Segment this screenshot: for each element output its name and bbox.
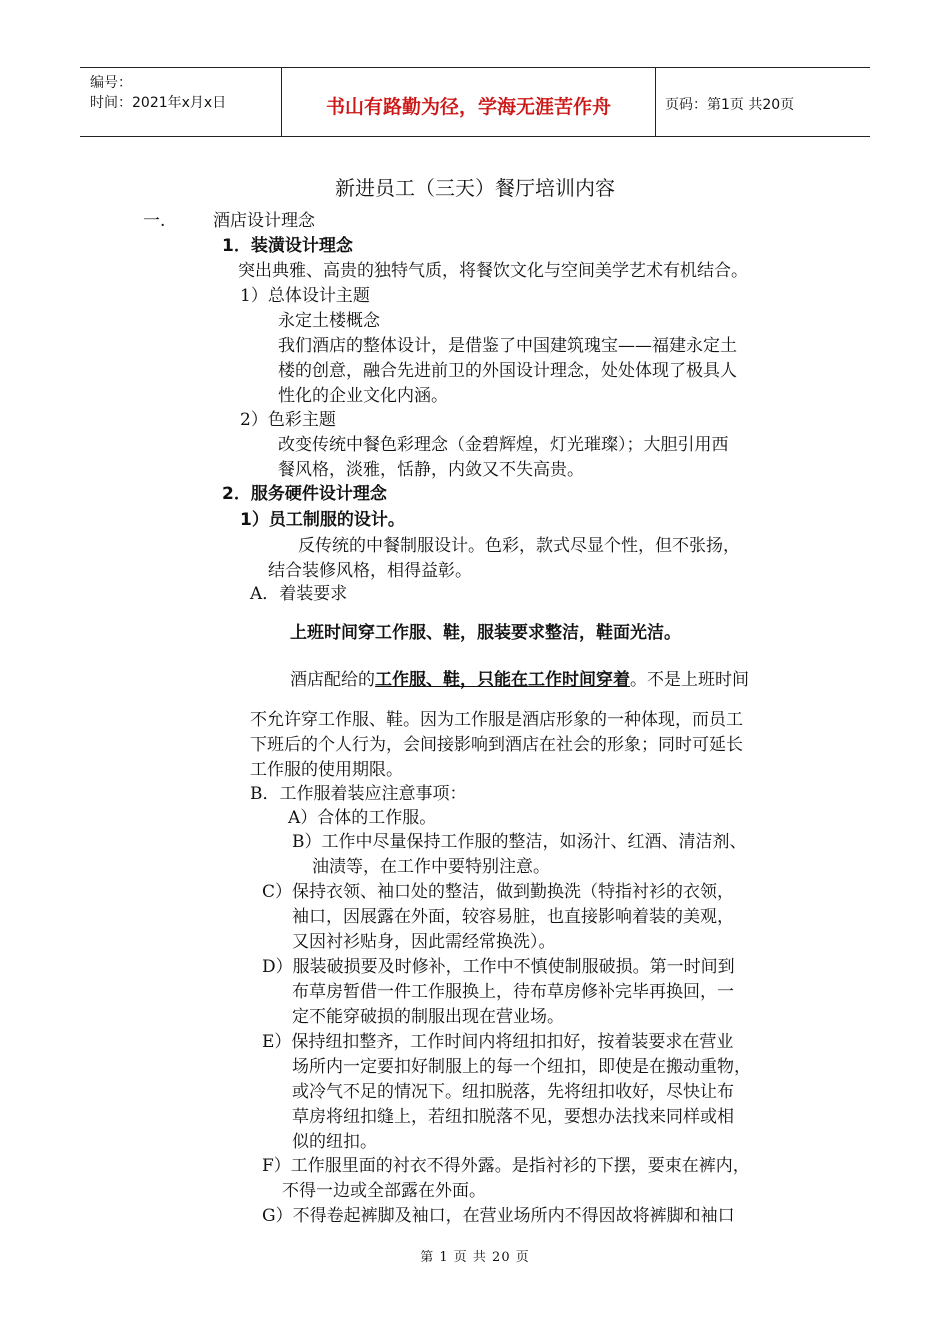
header-page-cell [655,68,870,136]
paragraph-line: 性化的企业文化内涵。 [278,386,448,406]
header-meta-cell [80,68,281,136]
page-header [80,67,870,137]
paragraph-text: 。不是上班时间 [630,670,749,690]
paragraph-line: 下班后的个人行为，会间接影响到酒店在社会的形象；同时可延长 [250,735,743,755]
item-title: A．着装要求 [250,584,348,604]
header-motto-cell [281,68,656,136]
document-title: 新进员工（三天）餐厅培训内容 [335,176,615,200]
list-item: B）工作中尽量保持工作服的整洁，如汤汁、红酒、清洁剂、 [292,832,747,852]
subsection-title: 2．服务硬件设计理念 [222,484,387,504]
list-item: C）保持衣领、袖口处的整洁，做到勤换洗（特指衬衫的衣领， [262,882,735,902]
list-item: 油渍等，在工作中要特别注意。 [312,857,550,877]
paragraph-line: 工作服的使用期限。 [250,760,403,780]
list-item: F）工作服里面的衬衣不得外露。是指衬衫的下摆，要束在裤内， [262,1156,750,1176]
list-item: 定不能穿破损的制服出现在营业场。 [292,1007,564,1027]
paragraph-line: 反传统的中餐制服设计。色彩，款式尽显个性，但不张扬， [298,536,740,556]
page-footer: 第 1 页 共 20 页 [420,1250,530,1265]
paragraph-line: 永定土楼概念 [278,311,380,331]
item-title: B．工作服着装应注意事项： [250,784,467,804]
section-title: 酒店设计理念 [213,211,315,231]
subsection-title: 1．装潢设计理念 [222,236,353,256]
list-item: G）不得卷起裤脚及袖口，在营业场所内不得因故将裤脚和袖口 [262,1206,735,1226]
paragraph-text: 酒店配给的 [290,670,375,690]
underlined-text: 工作服、鞋，只能在工作时间穿着 [375,670,630,690]
paragraph-line: 楼的创意，融合先进前卫的外国设计理念，处处体现了极具人 [278,361,737,381]
list-item: 或冷气不足的情况下。纽扣脱落，先将纽扣收好，尽快让布 [292,1082,734,1102]
header-motto: 书山有路勤为径，学海无涯苦作舟 [325,96,611,118]
list-item: 场所内一定要扣好制服上的每一个纽扣，即使是在搬动重物， [292,1057,751,1077]
paragraph-line: 不允许穿工作服、鞋。因为工作服是酒店形象的一种体现，而员工 [250,710,743,730]
list-item: D）服装破损要及时修补，工作中不慎使制服破损。第一时间到 [262,957,735,977]
bold-requirement: 上班时间穿工作服、鞋，服装要求整洁，鞋面光洁。 [290,623,681,643]
list-item: E）保持纽扣整齐，工作时间内将纽扣扣好，按着装要求在营业 [262,1032,734,1052]
document-code-label: 编号： [90,75,132,91]
list-item: 似的纽扣。 [292,1132,377,1152]
document-time-label: 时间：2021年x月x日 [90,95,227,111]
header-page-info: 页码：第1页 共20页 [665,97,795,113]
item-title: 1）总体设计主题 [240,286,370,306]
list-item: 不得一边或全部露在外面。 [282,1181,486,1201]
list-item: 又因衬衫贴身，因此需经常换洗）。 [292,932,556,952]
list-item: 草房将纽扣缝上，若纽扣脱落不见，要想办法找来同样或相 [292,1107,734,1127]
paragraph-line: 结合装修风格，相得益彰。 [268,561,472,581]
item-title: 2）色彩主题 [240,410,336,430]
paragraph-line: 突出典雅、高贵的独特气质，将餐饮文化与空间美学艺术有机结合。 [238,261,748,281]
paragraph-line: 我们酒店的整体设计，是借鉴了中国建筑瑰宝——福建永定土 [278,336,737,356]
list-item: A）合体的工作服。 [288,808,437,828]
paragraph-line: 改变传统中餐色彩理念（金碧辉煌，灯光璀璨）；大胆引用西 [278,435,729,455]
section-number: 一. [143,211,166,231]
list-item: 袖口，因展露在外面，较容易脏，也直接影响着装的美观， [292,907,734,927]
item-title: 1）员工制服的设计。 [240,510,405,530]
paragraph-line: 餐风格，淡雅，恬静，内敛又不失高贵。 [278,460,584,480]
paragraph-line [290,669,749,691]
list-item: 布草房暂借一件工作服换上，待布草房修补完毕再换回，一 [292,982,734,1002]
